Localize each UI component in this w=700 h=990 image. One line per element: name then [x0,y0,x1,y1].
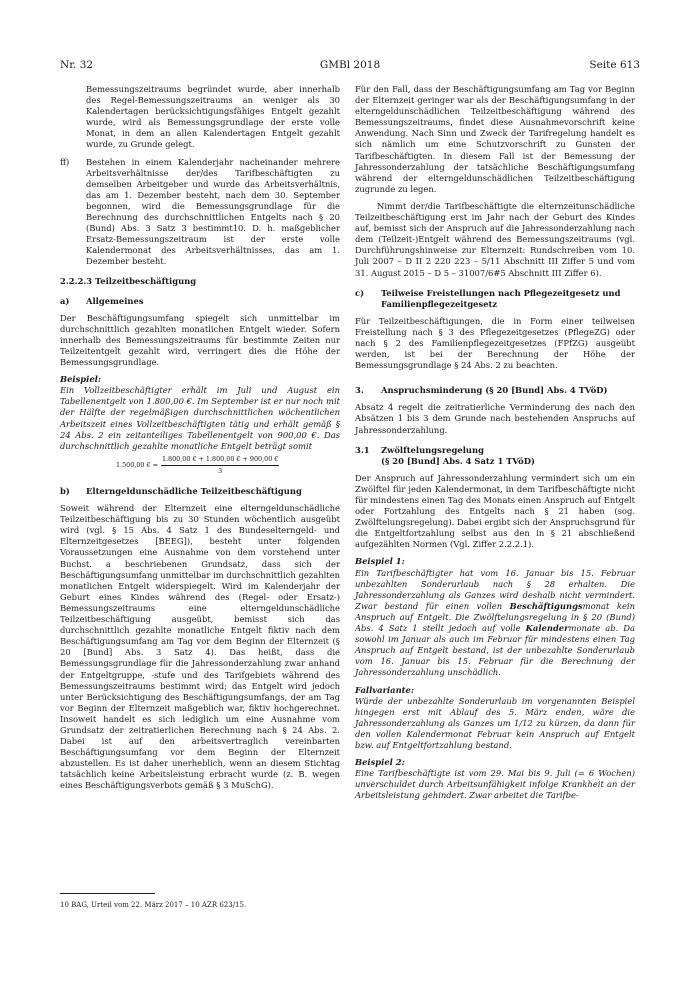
section-heading-2223: 2.2.2.3 Teilzeitbeschäftigung [60,275,197,286]
paragraph-pflegezeit: Für Teilzeitbeschäftigungen, die in Form einer teilweisen Freistellung nach § 3 des Pflegezeitgesetzes (PflegeZG) oder nach § 2 des Familienpflegezeitgesetzes (FPfZG) ausgeübt werden, ist bei der Berechnung der Höhe der Bemessungsgrundlage § 24 Abs. 2 zu beachten. [355,315,635,371]
subsection-heading-b: b) Elterngeldunschädliche Teilzeitbeschäftigung [60,486,302,496]
subsection-heading-c: c) Teilweise Freistellungen nach Pflegezeitgesetz und Familienpflegezeitgesetz [355,287,621,309]
paragraph-allgemeines: Der Beschäftigungsumfang spiegelt sich unmittelbar im durchschnittlich gezahlten monatlichen Entgelt wieder. Sofern innerhalb des Bemessungszeitraums für bestimmte Zeiten nur Teilzeitentgelt gezahlt wird, verringert dies die Höhe der Bemessungsgrundlage. [60,312,340,368]
paragraph-anspruchsminderung: Absatz 4 regelt die zeitratierliche Verminderung des nach den Absätzen 1 bis 3 dem Grunde nach bestehenden Anspruchs auf Jahressonderzahlung. [355,402,635,435]
left-column [60,84,340,798]
section-heading-3: 3. Anspruchsminderung (§ 20 [Bund] Abs. 4 TVöD) [355,385,608,396]
page-header [60,59,640,73]
subsection-heading-a: a) Allgemeines [60,295,144,306]
footnote-rule [60,893,155,894]
variant-heading: Fallvariante: [355,684,414,695]
continued-paragraph: Bemessungszeitraums begründet wurde, aber innerhalb des Regel-Bemessungszeitraums an weniger als 30 Kalendertagen berücksichtigungsfähiges Entgelt gezahlt wurde, wird als Bemessungsgrundlage der erste volle Monat, in dem an allen Kalendertagen Entgelt gezahlt wurde, zu Grunde gelegt. [86,84,340,150]
paragraph-ausnahme: Für den Fall, dass der Beschäftigungsumfang am Tag vor Beginn der Elternzeit geringer war als der Beschäftigungsumfang in der elterngeldunschädlichen Teilzeitbeschäftigung während des Bemessungszeitraums, findet diese Ausnahmevorschrift keine Anwendung. Nach Sinn und Zweck der Tarifregelung handelt es sich nämlich um eine Schutzvorschrift zu Gunsten der Tarifbeschäftigten. In diesem Fall ist der Bemessung der Jahressonderzahlung der tatsächliche Beschäftigungsumfang während der elterngeldunschädlichen Teilzeitbeschäftigung zugrunde zu legen. [355,84,635,194]
paragraph-zwoelftelung: Der Anspruch auf Jahressonderzahlung vermindert sich um ein Zwölftel für jeden Kalendermonat, in dem Tarifbeschäftigte nicht für mindestens einen Tag des Monats einen Anspruch auf Entgelt oder Fortzahlung des Entgelts nach § 21 haben (sog. Zwölftelungsregelung). Dabei ergibt sich der Anspruchsgrund für die Entgeltfortzahlung selbst aus den in § 21 abschließend aufgezählten Normen (Vgl. Ziffer 2.2.2.1). [355,472,635,550]
example-2-heading: Beispiel 2: [355,757,405,768]
journal-name: GMBl 2018 [319,59,381,71]
average-formula [60,454,340,477]
example-heading: Beispiel: [60,374,101,385]
section-heading-3-1: 3.1 Zwölftelungsregelung (§ 20 [Bund] Abs. 4 Satz 1 TVöD) [355,444,535,466]
variant-text: Würde der unbezahlte Sonderurlaub im vorgenannten Beispiel hingegen erst mit Ablauf des 5. März enden, wäre die Jahressonderzahlung als Ganzes um 1/12 zu kürzen, da dann für den vollen Kalendermonat Februar kein Anspruch auf Entgelt bzw. auf Entgeltfortzahlung bestand. [355,695,635,750]
example-text: Ein Vollzeitbeschäftigter erhält im Juli und August ein Tabellenentgelt von 1.800,00 €. Im September ist er nur noch mit der Hälfte der regelmäßigen durchschnittlichen wöchentlichen Arbeitszeit eines Vollzeitbeschäftigten tätig und erhält gemäß § 24 Abs. 2 ein zeitanteiliges Tabellenentgelt von 900,00 €. Das durchschnittlich gezahlte monatliche Entgelt beträgt somit [60,385,340,451]
right-column [355,84,635,807]
page-number: Seite 613 [589,59,640,71]
example-1-text: Ein Tarifbeschäftigter hat vom 16. Januar bis 15. Februar unbezahlten Sonderurlaub nach § 28 erhalten. Die Jahressonderzahlung als Ganzes wird deshalb nicht vermindert. Zwar bestand für einen vollen Beschäftigungsmonat kein Anspruch auf Entgelt. Die Zwölftelungsregelung in § 20 (Bund) Abs. 4 Satz 1 stellt jedoch auf volle Kalendermonate ab. Da sowohl im Januar als auch im Februar für mindestens einen Tag Anspruch auf Entgelt bestand, ist der unbezahlte Sonderurlaub vom 16. Januar bis 15. Februar für die Berechnung der Jahressonderzahlung unschädlich. [355,567,635,678]
list-item-ff [60,157,340,268]
formula-denominator: 3 [218,466,223,475]
example-2-text: Eine Tarifbeschäftigte ist vom 29. Mai bis 9. Juli (= 6 Wochen) unverschuldet durch Arbeitsunfähigkeit infolge Krankheit an der Arbeitsleistung gehindert. Zwar arbeitet die Tarifbe- [355,768,635,801]
formula-result: 1.500,00 € = [116,460,158,469]
formula-numerator: 1.800,00 € + 1.800,00 € + 900,00 € [161,454,279,466]
paragraph-elterngeld: Soweit während der Elternzeit eine elterngeldunschädliche Teilzeitbeschäftigung bis zu 30 Stunden wöchentlich ausgeübt wird (vgl. § 15 Abs. 4 Satz 1 des Bundeselterngeld- und Elternzeitgesetzes [BEEG]), besteht unter folgenden Voraussetzungen eine Ausnahme von dem vorstehend unter Buchst. a beschriebenen Grundsatz, dass sich der Beschäftigungsumfang unmittelbar im durchschnittlich gezahlten monatlichen Entgelt widerspiegelt. Wird im Kalenderjahr der Geburt eines Kindes während des (Regel- oder Ersatz-) Bemessungszeitraums eine elterngeldunschädliche Teilzeitbeschäftigung ausgeübt, bemisst sich das durchschnittlich gezahlte monatliche Entgelt fiktiv nach dem Beschäftigungsumfang am Tag vor dem Beginn der Elternzeit (§ 20 [Bund] Abs. 3 Satz 4). Das heißt, dass die Bemessungsgrundlage für die Jahressonderzahlung zwar anhand der Entgeltgruppe, -stufe und des Tarifgebiets während des Bemessungszeitraums bestimmt wird; das Entgelt wird jedoch unter Berücksichtigung des Beschäftigungsumfangs, der am Tag vor Beginn der Elternzeit maßgeblich war, fiktiv hochgerechnet. Insoweit handelt es sich lediglich um eine Ausnahme vom Grundsatz der zeitratierlichen Berechnung nach § 24 Abs. 2. Dabei ist auf den arbeitsvertraglich vereinbarten Beschäftigungsumfang vor dem Beginn der Elternzeit abzustellen. Es ist daher unerheblich, wenn an diesem Stichtag tatsächlich keine Arbeitsleistung erbracht wurde (z. B. wegen eines Beschäftigungsverbots gemäß § 3 MuSchG). [60,503,341,791]
example-1-heading: Beispiel 1: [355,556,405,567]
paragraph-folgejahr: Nimmt der/die Tarifbeschäftigte die elternzeitunschädliche Teilzeitbeschäftigung erst im Jahr nach der Geburt des Kindes auf, bemisst sich der Anspruch auf die Jahressonderzahlung nach dem (Teilzeit-)Entgelt während des Bemessungszeitraums (vgl. Durchführungshinweise zur Elternzeit: Rundschreiben vom 10. Juli 2007 – D II 2 220 223 – 5/11 Abschnitt III Ziffer 5 und vom 31. August 2015 – D 5 – 31007/6#5 Abschnitt III Ziffer 6). [355,200,635,278]
list-label: ff) [60,156,70,167]
footnote: 10 BAG, Urteil vom 22. März 2017 – 10 AZR 623/15. [60,901,247,909]
formula-fraction [161,454,279,477]
issue-number: Nr. 32 [60,59,94,71]
list-text: Bestehen in einem Kalenderjahr nacheinander mehrere Arbeitsverhältnisse der/des Tarifbeschäftigten zu demselben Arbeitgeber und wurde das Arbeitsverhältnis, das am 1. Dezember besteht, nach dem 30. September begonnen, wird die Bemessungsgrundlage für die Berechnung des durchschnittlichen Entgelts nach § 20 (Bund) Abs. 3 Satz 3 bestimmt10. D. h. maßgeblicher Ersatz-Bemessungszeitraum ist der erste volle Kalendermonat des Arbeitsverhältnisses, das am 1. Dezember besteht. [86,156,340,267]
